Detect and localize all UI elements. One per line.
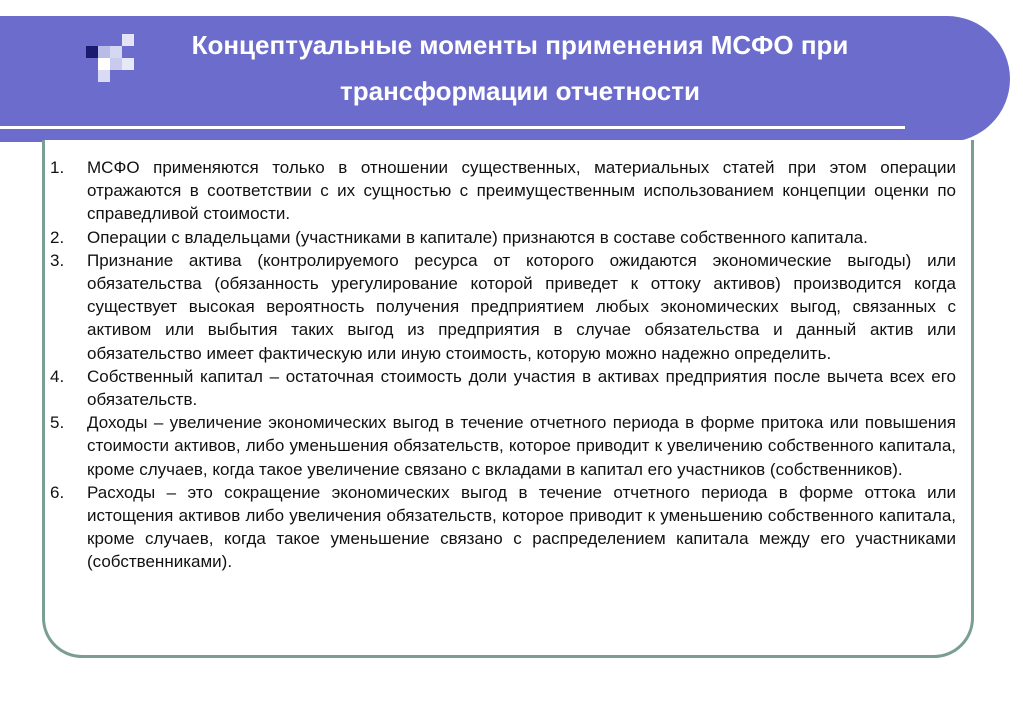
item-text: Признание актива (контролируемого ресурса от которого ожидаются экономические выгоды) или обязательства (обязанность урегулирование которой приведет к оттоку активов) производится когда существует высокая вероятность получения предприятием любых экономических выгод, связанных с активом или выбытия таких выгод из предприятия в случае обязательства и данный актив или обязательство имеет фактическую или иную стоимость, которую можно надежно определить. [87, 250, 956, 363]
item-number: 4. [50, 366, 65, 386]
list-item [50, 365, 956, 411]
item-text: МСФО применяются только в отношении существенных, материальных статей при этом операции отражаются в соответствии с их сущностью с преимущественным использованием концепции оценки по справедливой стоимости. [87, 158, 956, 224]
item-number: 3. [50, 250, 65, 270]
list-item [50, 156, 956, 226]
list-item [50, 481, 956, 574]
item-number: 5. [50, 413, 65, 433]
item-number: 1. [50, 158, 65, 177]
list-item [50, 226, 956, 249]
list-item [50, 249, 956, 365]
principles-list [50, 156, 956, 574]
item-text: Доходы – увеличение экономических выгод в течение отчетного периода в форме притока или повышения стоимости активов, либо уменьшения обязательств, которое приводит к увеличению собственного капитала, кроме случаев, когда такое увеличение связано с вкладами в капитал его участников (собственников). [87, 413, 956, 479]
title-underline [0, 126, 905, 129]
item-text: Расходы – это сокращение экономических выгод в течение отчетного периода в форме оттока или истощения активов либо увеличения обязательств, которое приводит к уменьшению собственного капитала, кроме случаев, когда такое уменьшение связано с распределением капитала между его участниками (собственниками). [87, 482, 956, 572]
item-number: 2. [50, 227, 65, 247]
item-number: 6. [50, 482, 65, 502]
item-text: Собственный капитал – остаточная стоимость доли участия в активах предприятия после вычета всех его обязательств. [87, 366, 956, 410]
list-item [50, 411, 956, 481]
item-text: Операции с владельцами (участниками в капитале) признаются в составе собственного капитала. [87, 227, 868, 247]
page-title: Концептуальные моменты применения МСФО при трансформации отчетности [191, 30, 849, 106]
